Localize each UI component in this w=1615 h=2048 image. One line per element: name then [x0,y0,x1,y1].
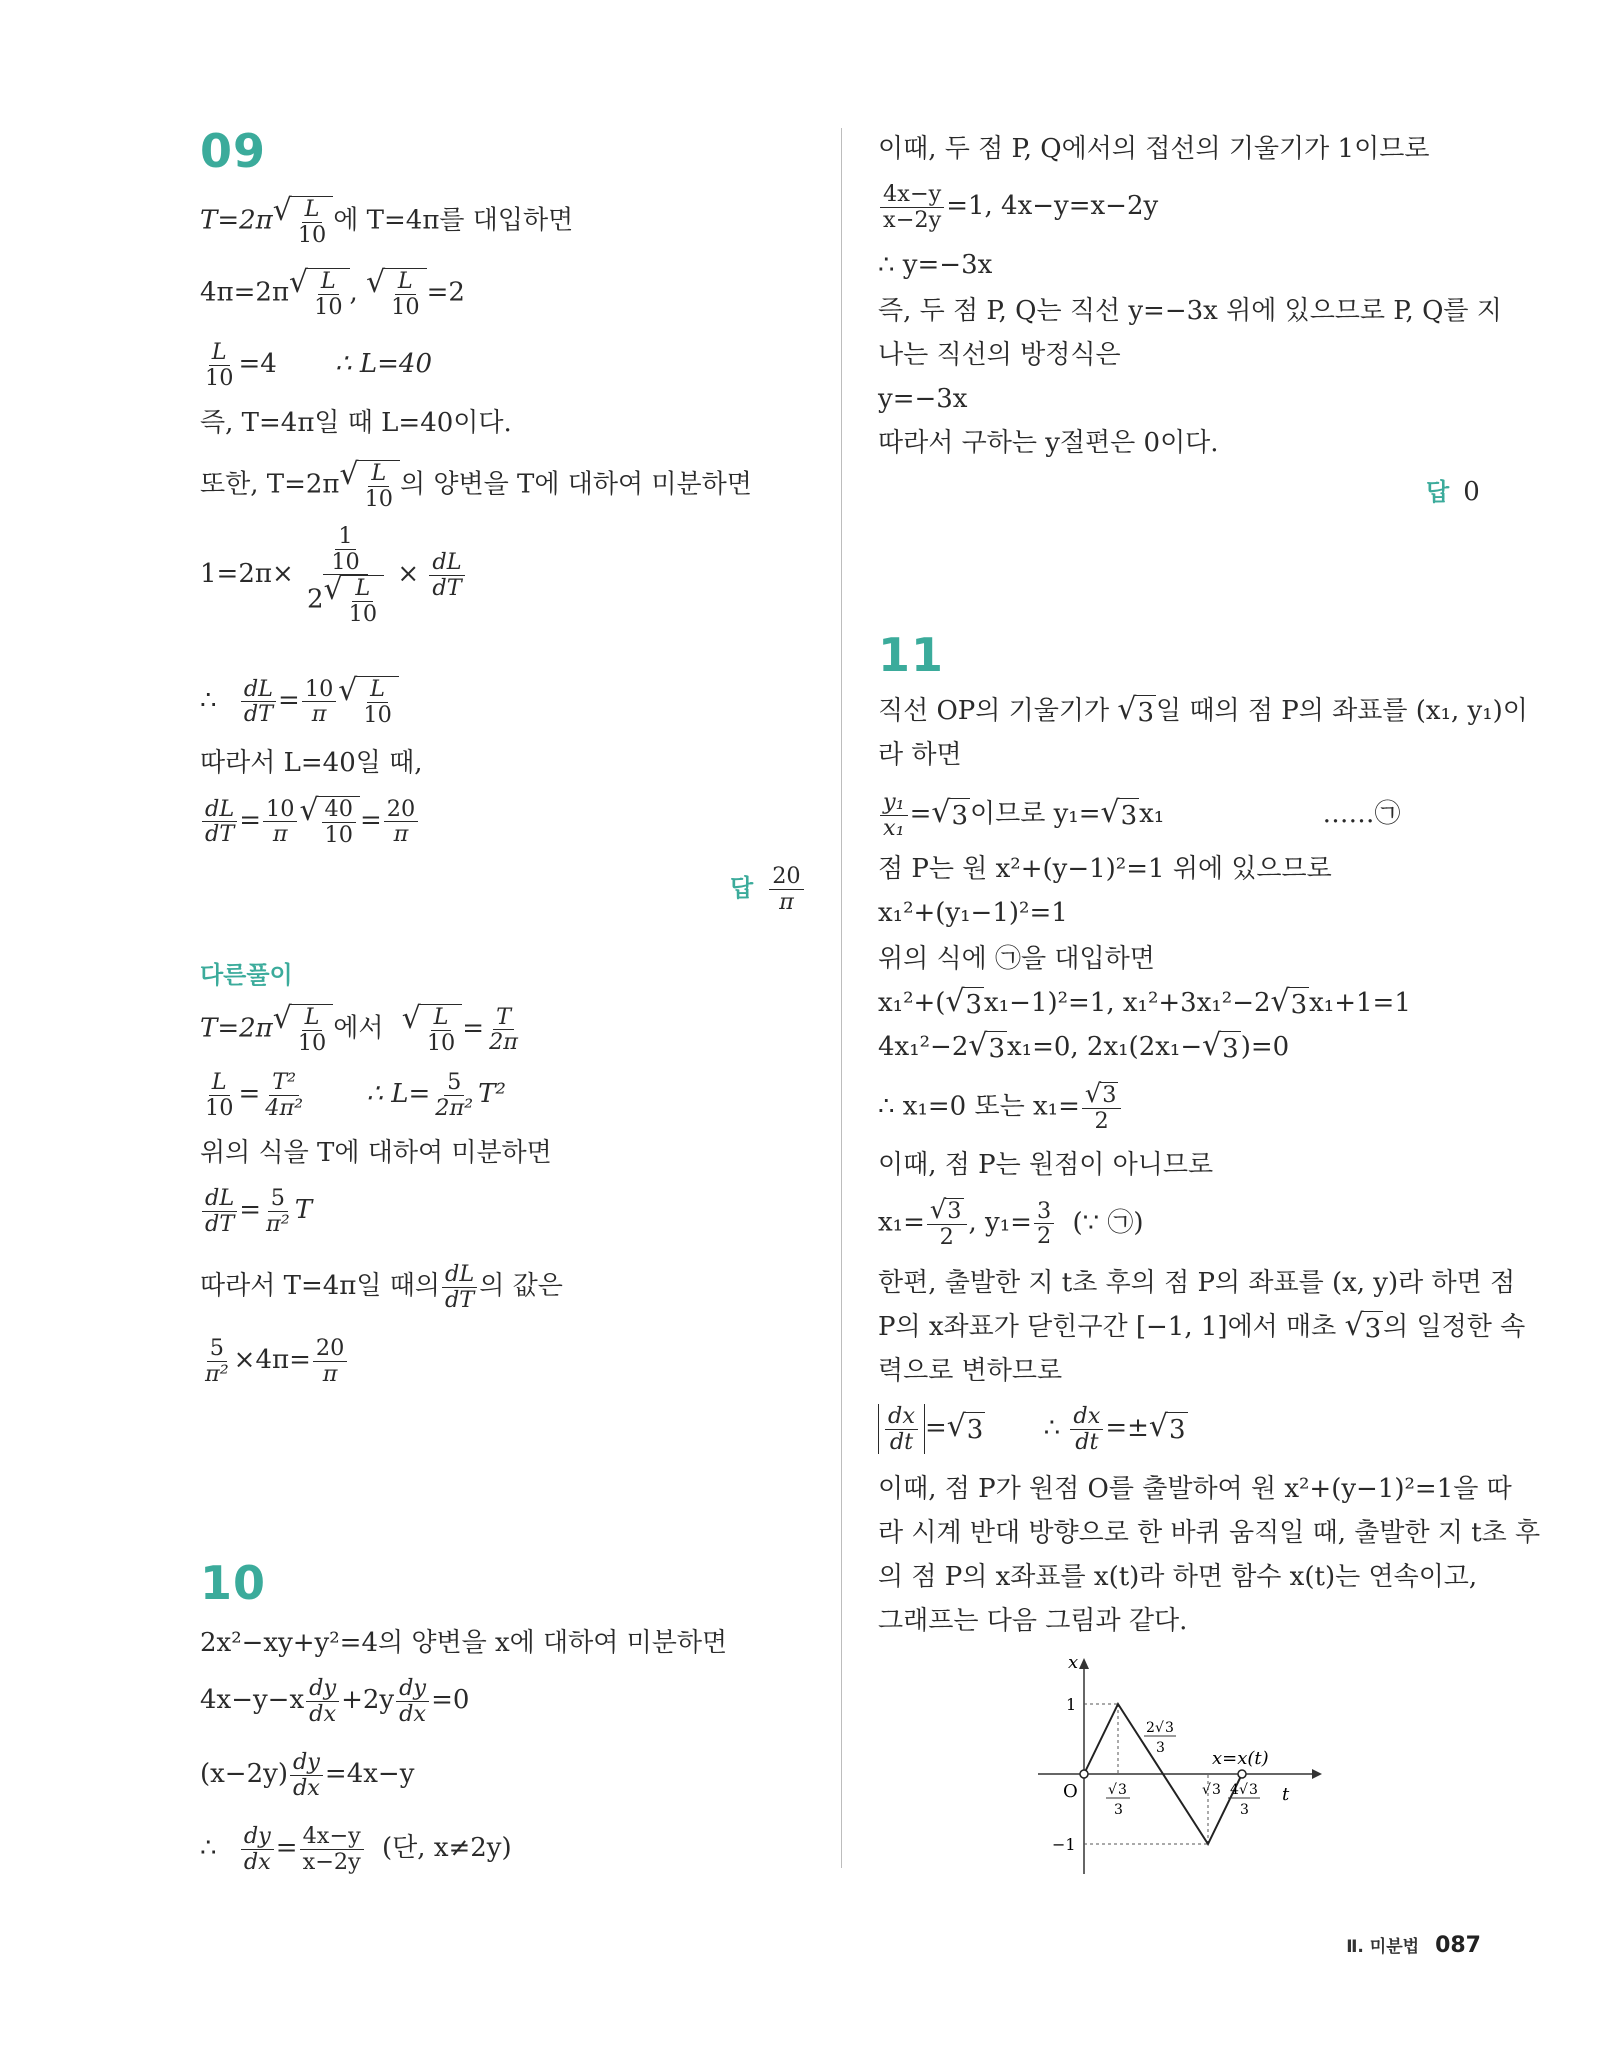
graph-x-of-t [1030,1652,1330,1882]
text-line: 의 점 P의 x좌표를 x(t)라 하면 함수 x(t)는 연속이고, [878,1562,1478,1592]
y-tick-neg1: −1 [1052,1835,1076,1854]
eq-line: $\frac{dx}{dt}$ = √ 3 ∴ $\frac{dx}{dt}$ =± √ 3 [878,1404,1188,1454]
answer-09: 답 $\frac{20}{\pi}$ [730,864,806,914]
column-divider [841,128,842,1868]
text-line: 따라서 구하는 y절편은 0이다. [878,428,1219,458]
start-point [1080,1770,1088,1778]
svg-text:3: 3 [1114,1802,1123,1818]
text-line: 나는 직선의 방정식은 [878,340,1121,370]
svg-text:√: √ [1239,1782,1248,1798]
t-axis-arrow-icon [1312,1769,1322,1779]
eq-line: ∴ $\frac{dy}{dx}$ = $\frac{4x-y}{x-2y}$ (단, x≠2y) [200,1823,512,1875]
text-line: 이때, 두 점 P, Q에서의 접선의 기울기가 1이므로 [878,134,1430,164]
text-line: ∴ y=−3x [878,250,993,280]
eq-line: 2x²−xy+y²=4의 양변을 x에 대하여 미분하면 [200,1628,728,1658]
text-line: x₁²+(y₁−1)²=1 [878,898,1068,928]
end-point [1238,1770,1246,1778]
text-line: 한편, 출발한 지 t초 후의 점 P의 좌표를 (x, y)라 하면 점 [878,1268,1516,1298]
page-number: 087 [1435,1933,1481,1958]
text-line: 즉, 두 점 P, Q는 직선 y=−3x 위에 있으므로 P, Q를 지 [878,296,1502,326]
problem-number-11: 11 [878,628,945,682]
text-line: 이때, 점 P가 원점 O를 출발하여 원 x²+(y−1)²=1을 따 [878,1474,1512,1504]
problem-number-10: 10 [200,1556,267,1610]
svg-text:√: √ [1155,1720,1164,1736]
eq-line: $\frac{5}{\text{π²}}$ ×4π= $\frac{20}{\pi}$ [200,1336,349,1386]
eq-line: T=2π √ $\frac{L}{10}$ 에서 √ $\frac{L}{10}$ = $\frac{T}{2\pi}$ [200,1001,518,1056]
answer-10: 답 0 [1426,477,1480,507]
text-line: 라 하면 [878,740,962,770]
eq-line: $\frac{L}{10}$ =4 ∴ L=40 [205,339,432,391]
svg-text:3: 3 [1249,1782,1258,1798]
eq-line: $\frac{dL}{dT}$ = $\frac{5}{\text{π²}}$ T [200,1186,312,1236]
page-footer [1346,1932,1481,1958]
eq-line: x₁= √ 3 2 , y₁= $\frac{3}{2}$ (∵ ㉠) [878,1195,1144,1250]
t-axis-label: t [1282,1784,1290,1805]
alt-solution-title: 다른풀이 [200,961,293,989]
x-axis-label: x [1068,1652,1079,1673]
eq-line: 직선 OP의 기울기가 √ 3 일 때의 점 P의 좌표를 (x₁, y₁)이 [878,691,1528,728]
eq-line: x₁²+( √ 3 x₁−1)²=1, x₁²+3x₁²−2 √ 3 x₁+1=1 [878,983,1411,1020]
text-line: 이때, 점 P는 원점이 아니므로 [878,1150,1214,1180]
text-line: 위의 식에 ㉠을 대입하면 [878,944,1155,974]
svg-text:3: 3 [1118,1782,1127,1798]
eq-line: P의 x좌표가 닫힌구간 [−1, 1]에서 매초 √ 3 의 일정한 속 [878,1307,1526,1344]
sqrt: √ $\frac{L}{10}$ [273,196,334,247]
eq-line: $\frac{dL}{dT}$ = $\frac{10}{\pi}$ √ $\frac{40}{10}$ = $\frac{20}{\pi}$ [200,796,420,847]
tick-sqrt3-over-3 [1106,1782,1130,1818]
origin-label: O [1063,1781,1078,1802]
eq-line: 4π=2π √ $\frac{L}{10}$ , √ $\frac{L}{10}$ =2 [200,265,465,320]
eq-line: $\frac{4x-y}{x-2y}$ =1, 4x−y=x−2y [878,182,1158,232]
eq-line: ∴ x₁=0 또는 x₁= √ 3 2 [878,1082,1123,1133]
eq-line: 또한, T=2π √ $\frac{L}{10}$ 의 양변을 T에 대하여 미분하면 [200,457,752,512]
svg-text:4: 4 [1230,1782,1239,1798]
tick-4sqrt3-over-3 [1228,1782,1260,1818]
text-line: 위의 식을 T에 대하여 미분하면 [200,1138,552,1168]
svg-text:√: √ [1202,1782,1211,1798]
eq-line: 4x−y−x $\frac{dy}{dx}$ +2y $\frac{dy}{dx}$ =0 [200,1675,470,1727]
eq-line: (x−2y) $\frac{dy}{dx}$ =4x−y [200,1749,415,1801]
text-line: y=−3x [878,384,968,414]
eq-line: 4x₁²−2 √ 3 x₁=0, 2x₁(2x₁− √ 3 )=0 [878,1027,1290,1064]
svg-text:3: 3 [1240,1802,1249,1818]
text-line: 즉, T=4π일 때 L=40이다. [200,408,512,438]
eq-line: 따라서 T=4π일 때의 $\frac{dL}{dT}$ 의 값은 [200,1261,563,1313]
eq-line: $\frac{\text{y₁}}{\text{x₁}}$ = √ 3 이므로 y₁= √ 3 x₁ ……㉠ [878,790,1400,840]
text-line: 력으로 변하므로 [878,1356,1063,1386]
text-line: 점 P는 원 x²+(y−1)²=1 위에 있으므로 [878,854,1332,884]
text-line: 그래프는 다음 그림과 같다. [878,1606,1188,1636]
svg-text:2: 2 [1146,1720,1155,1736]
x-axis-arrow-icon [1079,1658,1089,1669]
tick-sqrt3 [1202,1782,1221,1798]
text-line: 라 시계 반대 방향으로 한 바퀴 움직일 때, 출발한 지 t초 후 [878,1518,1541,1548]
eq-line: T=2π √ $\frac{L}{10}$ 에 T=4π를 대입하면 [200,193,574,248]
svg-text:3: 3 [1156,1740,1165,1756]
eq-line: 1=2π× $\frac{1}{10}$ 2 √ $\frac{L}{10}$ × $\frac{dL}{dT}$ [200,524,467,626]
curve-label: x=x(t) [1212,1748,1269,1769]
problem-number-09: 09 [200,124,267,178]
svg-text:3: 3 [1165,1720,1174,1736]
text-line: 따라서 L=40일 때, [200,748,423,778]
eq-line: ∴ $\frac{dL}{dT}$ = $\frac{10}{\pi}$ √ $\frac{L}{10}$ [200,676,399,727]
svg-text:√: √ [1108,1782,1117,1798]
y-tick-1: 1 [1066,1695,1077,1714]
eq-line: $\frac{L}{10}$ = $\frac{\text{T²}}{\text{4π²}}$ ∴ L= $\frac{5}{\text{2π²}}$ T² [205,1069,506,1121]
svg-text:3: 3 [1212,1782,1221,1798]
section-title: Ⅱ. 미분법 [1346,1937,1420,1957]
